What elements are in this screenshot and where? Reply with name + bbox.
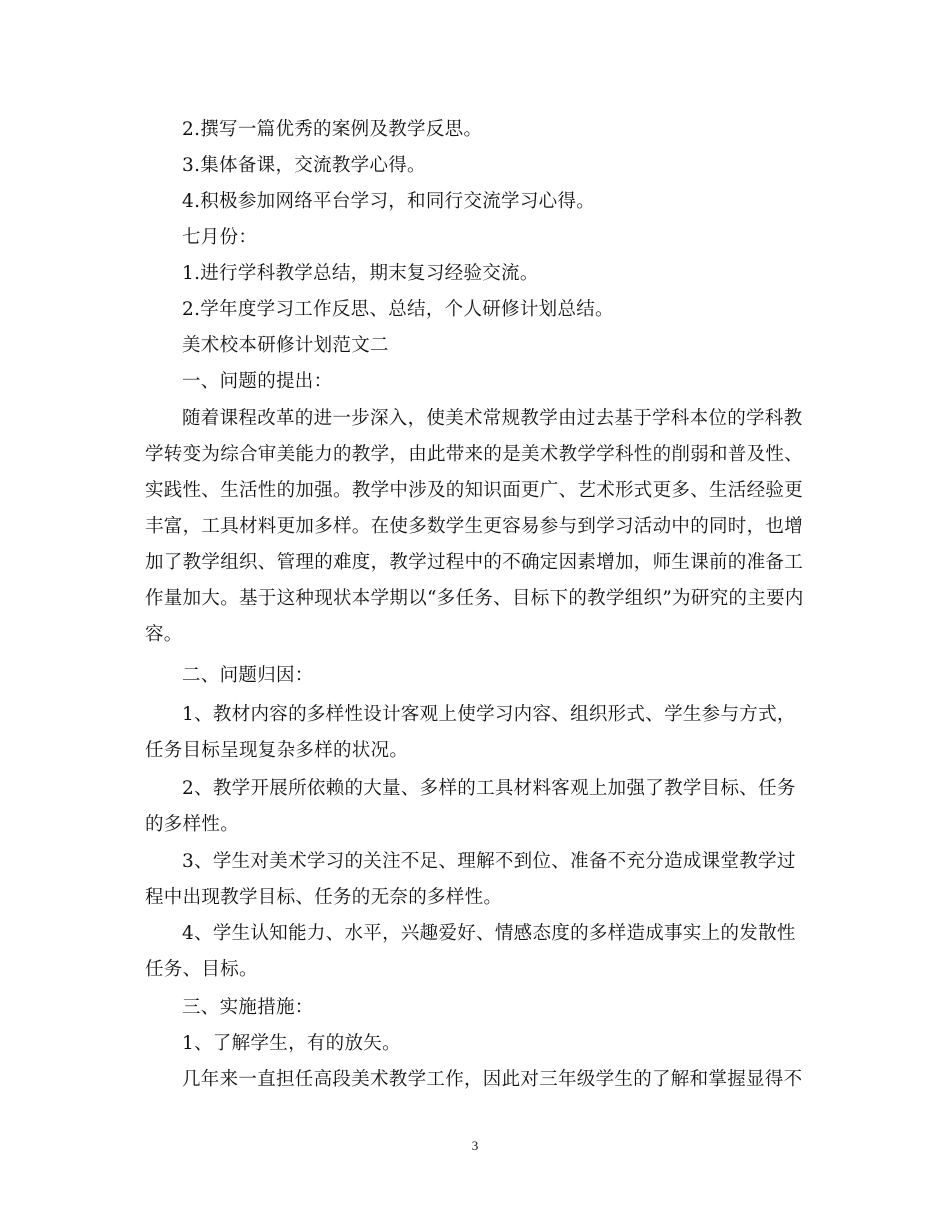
text-line: 2.学年度学习工作反思、总结，个人研修计划总结。 xyxy=(182,299,614,320)
paragraph-line: 任务、目标。 xyxy=(145,959,258,980)
section-heading: 三、实施措施： xyxy=(182,997,314,1018)
paragraph-line: 学转变为综合审美能力的教学，由此带来的是美术教学学科性的削弱和普及性、 xyxy=(145,444,804,465)
paragraph-line: 几年来一直担任高段美术教学工作，因此对三年级学生的了解和掌握显得不 xyxy=(182,1069,803,1090)
page-number: 3 xyxy=(471,1138,479,1153)
text-line: 2.撰写一篇优秀的案例及教学反思。 xyxy=(182,119,483,140)
paragraph-line: 容。 xyxy=(145,624,183,645)
paragraph-line: 丰富，工具材料更加多样。在使多数学生更容易参与到学习活动中的同时，也增 xyxy=(145,516,804,537)
text-line: 1.进行学科教学总结，期末复习经验交流。 xyxy=(182,263,539,284)
paragraph-line: 4、学生认知能力、水平，兴趣爱好、情感态度的多样造成事实上的发散性 xyxy=(182,923,796,944)
paragraph-line: 程中出现教学目标、任务的无奈的多样性。 xyxy=(145,887,503,908)
paragraph-line: 1、教材内容的多样性设计客观上使学习内容、组织形式、学生参与方式， xyxy=(182,704,796,725)
paragraph-line: 随着课程改革的进一步深入，使美术常规教学由过去基于学科本位的学科教 xyxy=(182,408,803,429)
document-subtitle: 美术校本研修计划范文二 xyxy=(182,335,389,356)
paragraph-line: 2、教学开展所依赖的大量、多样的工具材料客观上加强了教学目标、任务 xyxy=(182,778,796,799)
text-line: 3.集体备课，交流教学心得。 xyxy=(182,155,426,176)
paragraph-line: 3、学生对美术学习的关注不足、理解不到位、准备不充分造成课堂教学过 xyxy=(182,851,796,872)
paragraph-line: 作量加大。基于这种现状本学期以“多任务、目标下的教学组织”为研究的主要内 xyxy=(145,588,804,609)
paragraph-line: 加了教学组织、管理的难度，教学过程中的不确定因素增加，师生课前的准备工 xyxy=(145,552,804,573)
paragraph-line: 任务目标呈现复杂多样的状况。 xyxy=(145,740,409,761)
paragraph-line: 实践性、生活性的加强。教学中涉及的知识面更广、艺术形式更多、生活经验更 xyxy=(145,480,804,501)
section-heading: 二、问题归因： xyxy=(182,665,314,686)
section-heading: 一、问题的提出： xyxy=(182,371,333,392)
section-heading: 七月份： xyxy=(182,227,258,248)
text-line: 4.积极参加网络平台学习，和同行交流学习心得。 xyxy=(182,191,596,212)
paragraph-line: 的多样性。 xyxy=(145,814,240,835)
subsection-heading: 1、了解学生，有的放矢。 xyxy=(182,1033,401,1054)
